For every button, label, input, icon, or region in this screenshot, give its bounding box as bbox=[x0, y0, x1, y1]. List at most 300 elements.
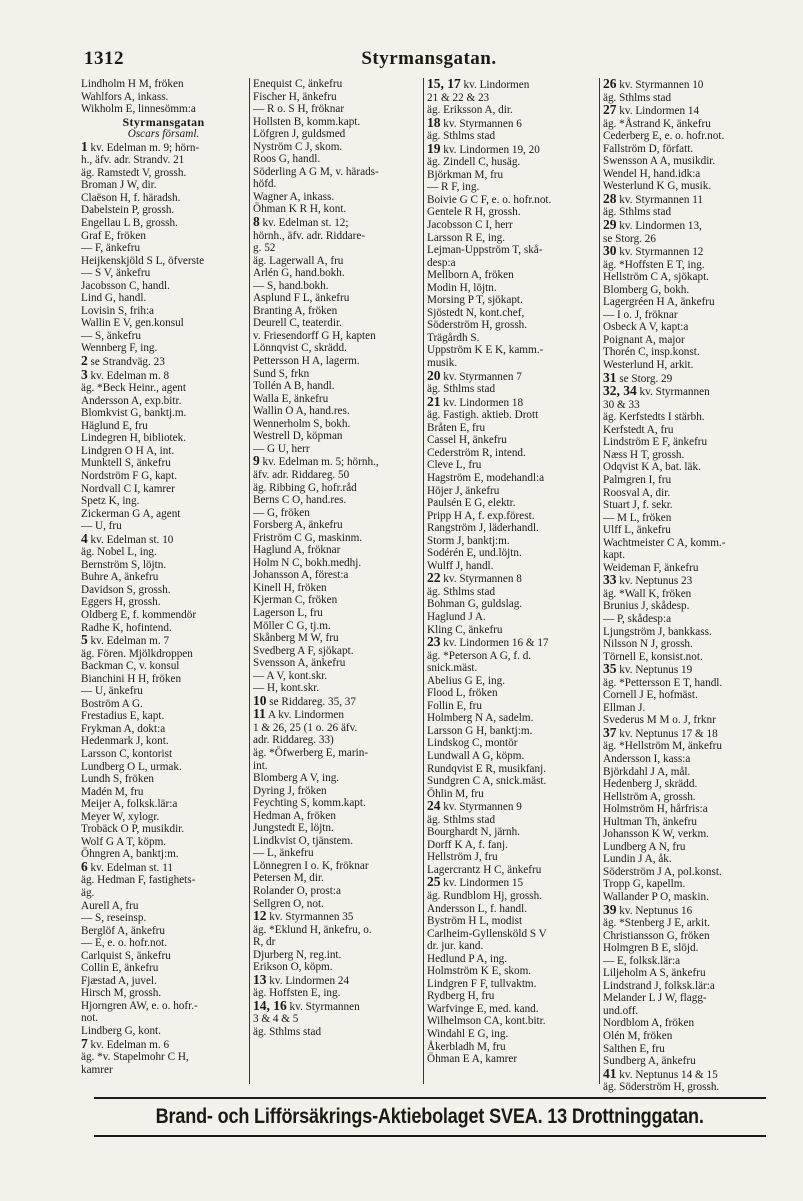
directory-entry: Nordblom A, fröken bbox=[603, 1017, 695, 1030]
directory-entry: Davidson S, grossh. bbox=[81, 583, 171, 596]
directory-entry: Hedlund P A, ing. bbox=[427, 952, 508, 965]
directory-entry: Erikson O, köpm. bbox=[253, 961, 333, 974]
building-number: 18 bbox=[427, 114, 441, 130]
directory-entry: äg. *Öfwerberg E, marin- bbox=[253, 746, 369, 759]
directory-entry: Dyring J, fröken bbox=[253, 784, 327, 797]
directory-entry: äg. Hedman F, fastighets- bbox=[81, 874, 196, 887]
building-entry: 35 kv. Neptunus 19 bbox=[603, 661, 693, 677]
directory-entry: Frestadius E, kapt. bbox=[81, 710, 165, 723]
directory-entry: Jacobsson C I, herr bbox=[427, 219, 513, 232]
directory-entry: Fallström D, författ. bbox=[603, 142, 694, 155]
directory-entry: Westrell D, köpman bbox=[253, 430, 343, 443]
building-entry: 31 se Storg. 29 bbox=[603, 369, 673, 385]
directory-entry: Lindegren H, bibliotek. bbox=[81, 432, 187, 445]
directory-entry: — U, fru bbox=[81, 520, 122, 533]
directory-entry: Warfvinge E, med. kand. bbox=[427, 1002, 539, 1015]
directory-entry: Bianchini H H, fröken bbox=[81, 672, 182, 685]
directory-columns bbox=[78, 76, 778, 1094]
directory-entry: kapt. bbox=[603, 549, 626, 562]
directory-entry: Storm J, banktj:m. bbox=[427, 534, 510, 547]
directory-entry: Wolf G A T, köpm. bbox=[81, 835, 167, 848]
directory-entry: Wallin E V, gen.konsul bbox=[81, 317, 184, 330]
directory-entry: Friström C G, maskinm. bbox=[253, 531, 363, 544]
directory-entry: Pripp H A, f. exp.förest. bbox=[427, 509, 535, 522]
building-entry: 6 kv. Edelman st. 11 bbox=[81, 858, 173, 874]
directory-entry: Lönnegren I o. K, fröknar bbox=[253, 859, 369, 872]
directory-entry: Radhe K, hofintend. bbox=[81, 621, 172, 634]
directory-entry: Djurberg N, reg.int. bbox=[253, 948, 342, 961]
directory-entry: Svensson A, änkefru bbox=[253, 657, 346, 670]
building-number: 25 bbox=[427, 874, 441, 890]
directory-entry: — E, e. o. hofr.not. bbox=[81, 937, 168, 950]
directory-entry: Hollsten B, komm.kapt. bbox=[253, 115, 361, 128]
directory-entry: Carlquist S, änkefru bbox=[81, 949, 171, 962]
directory-entry: Asplund F L, änkefru bbox=[253, 292, 350, 305]
building-number: 3 bbox=[81, 366, 88, 382]
directory-entry: Poignant A, major bbox=[603, 333, 685, 346]
column-3 bbox=[423, 78, 599, 1084]
directory-entry: Graf E, fröken bbox=[81, 229, 146, 242]
directory-entry: äg. Lagerwall A, fru bbox=[253, 254, 344, 267]
column-4 bbox=[599, 76, 778, 1094]
directory-entry: Windahl E G, ing. bbox=[427, 1028, 509, 1041]
directory-entry: äg. *Stenberg J E, arkit. bbox=[603, 917, 710, 930]
directory-entry: Cassel H, änkefru bbox=[427, 434, 507, 447]
directory-entry: Andersson A, exp.bitr. bbox=[81, 394, 182, 407]
directory-entry: v. Friesendorff G H, kapten bbox=[253, 329, 376, 342]
directory-entry: — G U, herr bbox=[253, 442, 310, 455]
directory-entry: Zickerman G A, agent bbox=[81, 507, 181, 520]
directory-entry: Palmgren I, fru bbox=[603, 473, 672, 486]
directory-entry: Trägårdh S. bbox=[427, 331, 480, 344]
directory-entry: dr. jur. kand. bbox=[427, 940, 484, 953]
directory-entry: Kling C, änkefru bbox=[427, 623, 503, 636]
directory-entry: Wilhelmson CA, kont.bitr. bbox=[427, 1015, 546, 1028]
directory-entry: äg. Zindell C, husäg. bbox=[427, 156, 521, 169]
building-number: 2 bbox=[81, 353, 88, 369]
directory-entry: Söderström J A, pol.konst. bbox=[603, 865, 722, 878]
directory-entry: Lindkvist O, tjänstem. bbox=[253, 834, 354, 847]
directory-entry: Öhngren A, banktj:m. bbox=[81, 848, 179, 861]
directory-entry: g. 52 bbox=[253, 242, 276, 255]
directory-entry: Lagerson L, fru bbox=[253, 606, 323, 619]
building-number: 19 bbox=[427, 140, 441, 156]
directory-entry: Lundwall A G, köpm. bbox=[427, 749, 525, 762]
building-entry: 2 se Strandväg. 23 bbox=[81, 353, 165, 369]
directory-entry: — I o. J, fröknar bbox=[603, 308, 678, 321]
directory-entry: Lindström E F, änkefru bbox=[603, 436, 708, 449]
building-number: 4 bbox=[81, 530, 88, 546]
building-number: 35 bbox=[603, 661, 617, 677]
directory-entry: Fjæstad A, juvel. bbox=[81, 974, 157, 987]
directory-entry: äg. *Åstrand K, änkefru bbox=[603, 117, 711, 130]
directory-entry: Höjer J, änkefru bbox=[427, 484, 500, 497]
directory-entry: Stuart J, f. sekr. bbox=[603, 499, 673, 512]
directory-entry: — H, kont.skr. bbox=[253, 682, 320, 695]
building-entry: 1 kv. Edelman m. 9; hörn- bbox=[81, 138, 200, 154]
directory-entry: Modin H, löjtn. bbox=[427, 281, 497, 294]
directory-entry: Häglund E, fru bbox=[81, 419, 148, 432]
building-number: 14, 16 bbox=[253, 997, 287, 1013]
directory-entry: — P, skådesp:a bbox=[603, 612, 672, 625]
directory-entry: Haglund J A. bbox=[427, 610, 486, 623]
directory-entry: Wachtmeister C A, komm.- bbox=[603, 536, 726, 549]
directory-entry: — A V, kont.skr. bbox=[253, 669, 328, 682]
directory-entry: äg. Rundblom Hj, grossh. bbox=[427, 890, 542, 902]
directory-entry: Berns C O, hand.res. bbox=[253, 494, 347, 507]
directory-entry: Madén M, fru bbox=[81, 785, 144, 798]
directory-entry: äg. Söderström H, grossh. bbox=[603, 1081, 720, 1094]
directory-entry: — S, hand.bokh. bbox=[253, 279, 329, 292]
building-number: 7 bbox=[81, 1035, 88, 1051]
directory-entry: äg. *Hellström M, änkefru bbox=[603, 740, 722, 753]
directory-entry: Dabelstein P, grossh. bbox=[81, 204, 175, 217]
advertisement-banner bbox=[94, 1097, 766, 1137]
directory-entry: Ellman J. bbox=[603, 701, 646, 714]
directory-entry: Forsberg A, änkefru bbox=[253, 519, 343, 532]
directory-entry: Gentele R H, grossh. bbox=[427, 206, 521, 219]
directory-entry: äg. Sthlms stad bbox=[427, 813, 496, 826]
directory-entry: Cornell J E, hofmäst. bbox=[603, 689, 698, 702]
directory-entry: Nordström F G, kapt. bbox=[81, 469, 178, 482]
directory-entry: Paulsén E G, elektr. bbox=[427, 497, 516, 510]
building-number: 32, 34 bbox=[603, 383, 637, 399]
directory-entry: Lejman-Uppström T, skå- bbox=[427, 244, 543, 257]
building-number: 15, 17 bbox=[427, 76, 461, 91]
directory-entry: Wikholm E, linnesömm:a bbox=[81, 103, 196, 116]
directory-entry: Engellau L B, grossh. bbox=[81, 217, 178, 230]
directory-entry: äg. Sthlms stad bbox=[603, 206, 672, 219]
directory-entry: äg. Sthlms stad bbox=[603, 91, 672, 104]
directory-entry: Lagercrantz H C, änkefru bbox=[427, 863, 542, 876]
directory-entry: musik. bbox=[427, 357, 458, 370]
directory-entry: Lovisin S, frih:a bbox=[81, 304, 155, 317]
directory-entry: äg. bbox=[81, 887, 95, 899]
directory-entry: Westerlund K G, musik. bbox=[603, 180, 712, 193]
building-number: 22 bbox=[427, 570, 441, 586]
directory-entry: Hjorngren AW, e. o. hofr.- bbox=[81, 999, 198, 1012]
building-number: 21 bbox=[427, 393, 441, 409]
directory-entry: — S, änkefru bbox=[81, 329, 141, 342]
directory-entry: äg. *Wall K, fröken bbox=[603, 587, 692, 600]
directory-entry: Tropp G, kapellm. bbox=[603, 878, 686, 891]
building-entry: 23 kv. Lindormen 16 & 17 bbox=[427, 634, 549, 650]
directory-entry: äg. Sthlms stad bbox=[427, 130, 496, 143]
directory-entry: Meyer W, xylogr. bbox=[81, 810, 160, 823]
directory-entry: h., äfv. adr. Strandv. 21 bbox=[81, 154, 185, 167]
advertisement-text: Brand- och Lifförsäkrings-Aktiebolaget SVEA. 13 Drottninggatan. bbox=[155, 1105, 705, 1128]
page-number: 1312 bbox=[84, 48, 124, 69]
directory-entry: Lönnqvist C, skrädd. bbox=[253, 342, 347, 355]
directory-entry: äg. Sthlms stad bbox=[427, 383, 496, 396]
directory-entry: äg. Ramstedt V, grossh. bbox=[81, 166, 187, 179]
building-number: 9 bbox=[253, 453, 260, 469]
building-number: 11 bbox=[253, 706, 266, 722]
directory-entry: Collin E, änkefru bbox=[81, 962, 159, 975]
directory-entry: 3 & 4 & 5 bbox=[253, 1013, 299, 1026]
directory-entry: Olén M, fröken bbox=[603, 1030, 673, 1043]
directory-entry: Arlén G, hand.bokh. bbox=[253, 267, 345, 280]
directory-entry: Lagergréen H A, änkefru bbox=[603, 296, 715, 309]
directory-entry: Öhman K R H, kont. bbox=[253, 203, 347, 216]
building-number: 33 bbox=[603, 572, 617, 588]
building-number: 31 bbox=[603, 369, 617, 385]
directory-entry: Abelius G E, ing. bbox=[427, 674, 505, 687]
directory-entry: Wendel H, hand.idk:a bbox=[603, 167, 701, 180]
directory-entry: Lindgren F F, tullvaktm. bbox=[427, 977, 537, 990]
directory-entry: Lundin J A, åk. bbox=[603, 853, 672, 866]
directory-entry: Cleve L, fru bbox=[427, 459, 482, 472]
directory-entry: Morsing P T, sjökapt. bbox=[427, 294, 523, 307]
directory-entry: Lindskog C, montör bbox=[427, 737, 518, 750]
building-number: 41 bbox=[603, 1065, 617, 1081]
building-entry: 4 kv. Edelman st. 10 bbox=[81, 530, 174, 546]
directory-entry: Lindstrand J, folksk.lär:a bbox=[603, 979, 715, 992]
directory-entry: Sjöstedt N, kont.chef, bbox=[427, 306, 525, 319]
directory-entry: Lind G, handl. bbox=[81, 292, 147, 305]
directory-entry: Blomberg A V, ing. bbox=[253, 772, 340, 785]
directory-entry: adr. Riddareg. 33) bbox=[253, 734, 334, 747]
building-number: 13 bbox=[253, 971, 267, 987]
directory-entry: äg. Hoffsten E, ing. bbox=[253, 987, 341, 1000]
building-number: 20 bbox=[427, 367, 441, 383]
building-number: 1 bbox=[81, 138, 88, 154]
directory-entry: äg. Kerfstedts I stärbh. bbox=[603, 411, 705, 424]
directory-entry: Uppström K E K, kamm.- bbox=[427, 344, 544, 357]
directory-entry: R, dr bbox=[253, 936, 276, 949]
directory-entry: Bohman G, guldslag. bbox=[427, 598, 523, 611]
building-entry: 19 kv. Lindormen 19, 20 bbox=[427, 140, 540, 156]
directory-entry: Kjerman C, fröken bbox=[253, 594, 338, 607]
directory-entry: Frykman A, dokt:a bbox=[81, 722, 166, 735]
directory-entry: — S V, änkefru bbox=[81, 267, 151, 280]
directory-entry: Osbeck A V, kapt:a bbox=[603, 321, 689, 334]
directory-entry: Andersson I, kass:a bbox=[603, 752, 691, 765]
directory-entry: Lindberg G, kont. bbox=[81, 1025, 161, 1038]
directory-entry: Bråten E, fru bbox=[427, 421, 486, 434]
directory-entry: äg. *v. Stapelmohr C H, bbox=[81, 1051, 189, 1064]
directory-entry: Dorff K A, f. fanj. bbox=[427, 838, 508, 851]
directory-entry: — U, änkefru bbox=[81, 685, 143, 698]
running-title: Styrmansgatan. bbox=[361, 48, 497, 69]
directory-entry: Jungstedt E, löjtn. bbox=[253, 822, 334, 835]
directory-entry: äg. *Beck Heinr., agent bbox=[81, 382, 187, 395]
directory-entry: Tollén A B, handl. bbox=[253, 380, 335, 393]
building-number: 29 bbox=[603, 217, 617, 233]
directory-entry: Walla E, änkefru bbox=[253, 392, 329, 405]
directory-entry: Berglöf A, änkefru bbox=[81, 924, 165, 937]
building-number: 28 bbox=[603, 190, 617, 206]
directory-entry: und.off. bbox=[603, 1004, 639, 1017]
directory-entry: Nordvall C I, kamrer bbox=[81, 482, 175, 495]
directory-entry: Ulff L, änkefru bbox=[603, 524, 671, 537]
directory-entry: hörnh., äfv. adr. Riddare- bbox=[253, 229, 366, 242]
directory-entry: Svederus M M o. J, frknr bbox=[603, 714, 716, 727]
directory-entry: äg. *Eklund H, änkefru, o. bbox=[253, 923, 372, 936]
directory-entry: Törnell E, konsist.not. bbox=[603, 650, 703, 663]
directory-entry: Rydberg H, fru bbox=[427, 990, 495, 1003]
directory-entry: Feychting S, komm.kapt. bbox=[253, 797, 366, 810]
building-entry: 29 kv. Lindormen 13, bbox=[603, 217, 702, 233]
building-entry: 27 kv. Lindormen 14 bbox=[603, 102, 700, 118]
directory-entry: Sund S, frkn bbox=[253, 367, 310, 380]
directory-entry: — E, folksk.lär:a bbox=[603, 954, 681, 967]
building-entry: 12 kv. Styrmannen 35 bbox=[253, 908, 354, 924]
column-2 bbox=[249, 78, 423, 1084]
building-entry: 18 kv. Styrmannen 6 bbox=[427, 114, 522, 130]
directory-entry: Björkdahl J A, mål. bbox=[603, 765, 691, 778]
building-number: 37 bbox=[603, 724, 617, 740]
directory-entry: Skånberg M W, fru bbox=[253, 632, 339, 645]
directory-entry: Lindgren O H A, int. bbox=[81, 444, 175, 457]
directory-entry: 21 & 22 & 23 bbox=[427, 91, 490, 104]
directory-entry: Swensson A A, musikdir. bbox=[603, 155, 716, 168]
directory-entry: Hellström J, fru bbox=[427, 851, 498, 864]
directory-entry: Roosval A, dir. bbox=[603, 486, 671, 499]
directory-entry: Hirsch M, grossh. bbox=[81, 987, 162, 1000]
directory-entry: Larsson C, kontorist bbox=[81, 747, 173, 760]
directory-entry: Jacobsson C, handl. bbox=[81, 279, 170, 292]
directory-entry: äg. Sthlms stad bbox=[253, 1026, 322, 1039]
building-entry: 33 kv. Neptunus 23 bbox=[603, 572, 693, 588]
directory-entry: Sellgren O, not. bbox=[253, 897, 324, 910]
directory-entry: Branting A, fröken bbox=[253, 304, 338, 317]
directory-entry: Nyström C J, skom. bbox=[253, 140, 343, 153]
directory-entry: Petersen M, dir. bbox=[253, 872, 324, 885]
building-entry: 32, 34 kv. Styrmannen bbox=[603, 383, 710, 399]
directory-entry: Munktell S, änkefru bbox=[81, 457, 171, 470]
directory-entry: Sodérén E, und.löjtn. bbox=[427, 547, 522, 560]
directory-entry: Boström A G. bbox=[81, 697, 143, 710]
directory-entry: Lundberg A N, fru bbox=[603, 840, 686, 853]
directory-entry: äg. Fören. Mjölkdroppen bbox=[81, 647, 193, 660]
page-header bbox=[84, 48, 774, 74]
building-entry: 11 A kv. Lindormen bbox=[253, 706, 344, 722]
directory-entry: Liljeholm A S, änkefru bbox=[603, 967, 706, 980]
directory-entry: Sundgren C A, snick.mäst. bbox=[427, 775, 547, 788]
directory-entry: Wahlfors A, inkass. bbox=[81, 90, 169, 103]
directory-entry: Lundberg O L, urmak. bbox=[81, 760, 182, 773]
directory-entry: kamrer bbox=[81, 1063, 113, 1076]
building-entry: 20 kv. Styrmannen 7 bbox=[427, 367, 522, 383]
directory-entry: Enequist C, änkefru bbox=[253, 78, 343, 90]
building-entry: 15, 17 kv. Lindormen bbox=[427, 76, 530, 91]
directory-entry: snick.mäst. bbox=[427, 662, 478, 675]
directory-entry: Hellström C A, sjökapt. bbox=[603, 271, 709, 284]
directory-entry: Öhman E A, kamrer bbox=[427, 1053, 518, 1066]
directory-entry: Johansson K W, verkm. bbox=[603, 828, 709, 841]
building-number: 39 bbox=[603, 901, 617, 917]
directory-entry: Spetz K, ing. bbox=[81, 495, 140, 508]
directory-entry: Larsson G H, banktj:m. bbox=[427, 724, 533, 737]
directory-entry: Möller C G, tj.m. bbox=[253, 619, 331, 632]
building-number: 30 bbox=[603, 243, 617, 259]
directory-entry: höfd. bbox=[253, 178, 277, 191]
directory-entry: Meijer A, folksk.lär:a bbox=[81, 798, 178, 811]
directory-entry: int. bbox=[253, 759, 268, 772]
directory-entry: äg. Eriksson A, dir. bbox=[427, 104, 513, 117]
directory-entry: Hedman A, fröken bbox=[253, 809, 336, 822]
directory-entry: Lindholm H M, fröken bbox=[81, 78, 184, 90]
directory-entry: Wennerholm S, bokh. bbox=[253, 417, 351, 430]
building-number: 26 bbox=[603, 76, 617, 91]
directory-entry: Pettersson H A, lagerm. bbox=[253, 355, 360, 368]
column-1 bbox=[78, 78, 249, 1084]
directory-entry: Broman J W, dir. bbox=[81, 179, 157, 192]
directory-entry: äg. *Pettersson E T, handl. bbox=[603, 676, 723, 689]
directory-entry: Eggers H, grossh. bbox=[81, 596, 161, 609]
directory-entry: Cederberg E, e. o. hofr.not. bbox=[603, 130, 725, 143]
building-entry: 3 kv. Edelman m. 8 bbox=[81, 366, 170, 382]
directory-entry: Söderström H, grossh. bbox=[427, 319, 528, 332]
building-number: 23 bbox=[427, 634, 441, 650]
directory-entry: Buhre A, änkefru bbox=[81, 571, 159, 584]
directory-entry: Rolander O, prost:a bbox=[253, 885, 341, 897]
directory-entry: Holm N C, bokh.medhj. bbox=[253, 556, 362, 569]
building-entry: 10 se Riddareg. 35, 37 bbox=[253, 692, 356, 708]
directory-entry: Brunius J, skådesp. bbox=[603, 600, 690, 613]
directory-entry: Kinell H, fröken bbox=[253, 581, 327, 594]
directory-entry: — L, änkefru bbox=[253, 847, 314, 860]
directory-entry: Deurell C, teaterdir. bbox=[253, 317, 342, 330]
directory-entry: Oldberg E, f. kommendör bbox=[81, 608, 197, 621]
directory-entry: Fischer H, änkefru bbox=[253, 90, 337, 103]
directory-entry: Roos G, handl. bbox=[253, 153, 321, 166]
directory-entry: äg. Nobel L, ing. bbox=[81, 546, 157, 559]
directory-entry: — S, reseinsp. bbox=[81, 912, 147, 925]
directory-entry: — F, änkefru bbox=[81, 242, 141, 255]
directory-entry: Holmberg N A, sadelm. bbox=[427, 712, 534, 725]
directory-entry: Öhlin M, fru bbox=[427, 787, 484, 800]
building-number: 8 bbox=[253, 214, 260, 230]
directory-entry: 30 & 33 bbox=[603, 398, 640, 411]
directory-entry: Wulff J, handl. bbox=[427, 559, 494, 572]
directory-entry: Follin E, fru bbox=[427, 699, 483, 712]
directory-entry: Rundqvist E R, musikfanj. bbox=[427, 762, 547, 775]
building-entry: 28 kv. Styrmannen 11 bbox=[603, 190, 703, 206]
building-number: 10 bbox=[253, 692, 267, 708]
directory-entry: Salthen E, fru bbox=[603, 1042, 665, 1055]
directory-entry: Svedberg A F, sjökapt. bbox=[253, 644, 354, 657]
directory-entry: Wallin O A, hand.res. bbox=[253, 405, 350, 418]
directory-entry: Hedenmark J, kont. bbox=[81, 735, 169, 748]
directory-entry: — R F, ing. bbox=[427, 181, 480, 194]
directory-entry: — G, fröken bbox=[253, 506, 310, 519]
directory-entry: Bernström S, löjtn. bbox=[81, 558, 167, 571]
directory-entry: Wallander P O, maskin. bbox=[603, 891, 709, 903]
directory-entry: Odqvist K A, bat. läk. bbox=[603, 461, 701, 474]
directory-entry: Åkerbladh M, fru bbox=[427, 1040, 506, 1053]
building-entry: 5 kv. Edelman m. 7 bbox=[81, 632, 170, 648]
directory-entry: Wagner A, inkass. bbox=[253, 190, 335, 203]
directory-entry: äg. *Hoffsten E T, ing. bbox=[603, 258, 705, 271]
directory-entry: Melander L J W, flagg- bbox=[603, 992, 707, 1005]
directory-entry: Björkman M, fru bbox=[427, 168, 504, 181]
building-entry: 21 kv. Lindormen 18 bbox=[427, 393, 524, 409]
directory-entry: Kerfstedt A, fru bbox=[603, 423, 674, 436]
building-number: 12 bbox=[253, 908, 267, 924]
directory-entry: Wennberg F, ing. bbox=[81, 342, 158, 355]
directory-entry: Carlheim-Gyllensköld S V bbox=[427, 927, 547, 940]
building-entry: 24 kv. Styrmannen 9 bbox=[427, 798, 522, 814]
directory-entry: Löfgren J, guldsmed bbox=[253, 128, 346, 141]
directory-entry: Westerlund H, arkit. bbox=[603, 359, 694, 372]
directory-entry: not. bbox=[81, 1012, 99, 1025]
directory-entry: Claëson H, f. häradsh. bbox=[81, 191, 181, 204]
directory-entry: Lundh S, fröken bbox=[81, 773, 155, 786]
directory-entry: Mellborn A, fröken bbox=[427, 269, 514, 282]
directory-entry: — M L, fröken bbox=[603, 511, 672, 524]
